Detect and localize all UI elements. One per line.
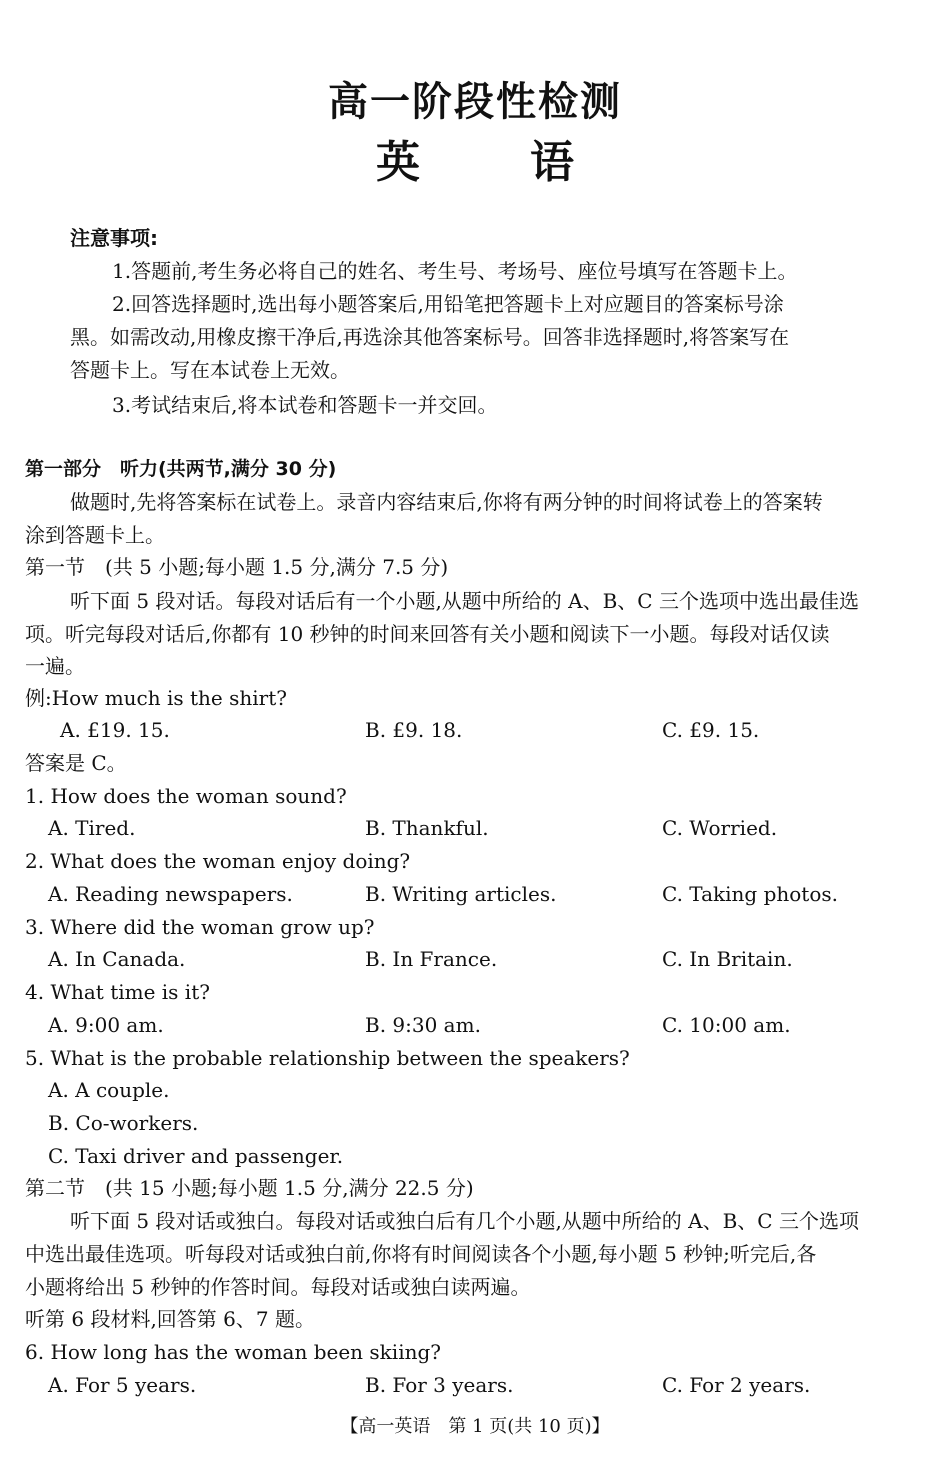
- question-1-option-a: A. Tired.: [48, 816, 136, 840]
- section1-heading: 第一节 (共 5 小题;每小题 1.5 分,满分 7.5 分): [25, 555, 449, 579]
- notice-line-5: 3.考试结束后,将本试卷和答题卡一并交回。: [112, 393, 498, 417]
- part1-intro-1: 做题时,先将答案标在试卷上。录音内容结束后,你将有两分钟的时间将试卷上的答案转: [70, 490, 823, 514]
- question-6-option-c: C. For 2 years.: [662, 1373, 811, 1397]
- notice-line-1: 1.答题前,考生务必将自己的姓名、考生号、考场号、座位号填写在答题卡上。: [112, 259, 798, 283]
- example-option-a: A. £19. 15.: [60, 718, 170, 742]
- section2-intro-1: 听下面 5 段对话或独白。每段对话或独白后有几个小题,从题中所给的 A、B、C 三个选项: [70, 1209, 859, 1233]
- question-1: 1. How does the woman sound?: [25, 784, 347, 808]
- question-5-option-a: A. A couple.: [48, 1078, 170, 1102]
- section2-intro-2: 中选出最佳选项。听每段对话或独白前,你将有时间阅读各个小题,每小题 5 秒钟;听完后,各: [25, 1242, 817, 1266]
- question-6-option-a: A. For 5 years.: [48, 1373, 197, 1397]
- section1-intro-1: 听下面 5 段对话。每段对话后有一个小题,从题中所给的 A、B、C 三个选项中选出最佳选: [70, 589, 859, 613]
- question-5-option-c: C. Taxi driver and passenger.: [48, 1144, 344, 1168]
- question-5-option-b: B. Co-workers.: [48, 1111, 199, 1135]
- question-6: 6. How long has the woman been skiing?: [25, 1340, 441, 1364]
- question-2-option-b: B. Writing articles.: [365, 882, 557, 906]
- section1-intro-2: 项。听完每段对话后,你都有 10 秒钟的时间来回答有关小题和阅读下一小题。每段对话仅读: [25, 622, 830, 646]
- question-3: 3. Where did the woman grow up?: [25, 915, 375, 939]
- example-answer: 答案是 C。: [25, 751, 127, 775]
- subject-char-2: 语: [530, 137, 574, 188]
- section2-heading: 第二节 (共 15 小题;每小题 1.5 分,满分 22.5 分): [25, 1176, 474, 1200]
- question-2: 2. What does the woman enjoy doing?: [25, 849, 411, 873]
- example-option-c: C. £9. 15.: [662, 718, 760, 742]
- part1-heading: 第一部分 听力(共两节,满分 30 分): [25, 458, 337, 480]
- section1-intro-3: 一遍。: [25, 654, 85, 678]
- notice-line-2: 2.回答选择题时,选出每小题答案后,用铅笔把答题卡上对应题目的答案标号涂: [112, 292, 784, 316]
- question-3-option-b: B. In France.: [365, 947, 498, 971]
- example-option-b: B. £9. 18.: [365, 718, 463, 742]
- question-6-option-b: B. For 3 years.: [365, 1373, 514, 1397]
- question-5: 5. What is the probable relationship between the speakers?: [25, 1046, 630, 1070]
- subject-title: [0, 126, 950, 190]
- page-footer: 【高一英语 第 1 页(共 10 页)】: [340, 1416, 610, 1437]
- question-4-option-a: A. 9:00 am.: [48, 1013, 164, 1037]
- question-3-option-c: C. In Britain.: [662, 947, 793, 971]
- example-question: 例:How much is the shirt?: [25, 686, 287, 710]
- question-4: 4. What time is it?: [25, 980, 210, 1004]
- part1-intro-2: 涂到答题卡上。: [25, 523, 165, 547]
- question-1-option-b: B. Thankful.: [365, 816, 489, 840]
- question-2-option-c: C. Taking photos.: [662, 882, 838, 906]
- notice-heading: 注意事项:: [70, 226, 158, 250]
- notice-line-4: 答题卡上。写在本试卷上无效。: [70, 358, 350, 382]
- exam-title: 高一阶段性检测: [328, 79, 622, 125]
- material-6-instruction: 听第 6 段材料,回答第 6、7 题。: [25, 1307, 315, 1331]
- question-4-option-b: B. 9:30 am.: [365, 1013, 481, 1037]
- notice-line-3: 黑。如需改动,用橡皮擦干净后,再选涂其他答案标号。回答非选择题时,将答案写在: [70, 325, 790, 349]
- question-4-option-c: C. 10:00 am.: [662, 1013, 791, 1037]
- section2-intro-3: 小题将给出 5 秒钟的作答时间。每段对话或独白读两遍。: [25, 1275, 531, 1299]
- subject-char-1: 英: [376, 137, 420, 188]
- question-1-option-c: C. Worried.: [662, 816, 778, 840]
- question-2-option-a: A. Reading newspapers.: [48, 882, 293, 906]
- question-3-option-a: A. In Canada.: [48, 947, 186, 971]
